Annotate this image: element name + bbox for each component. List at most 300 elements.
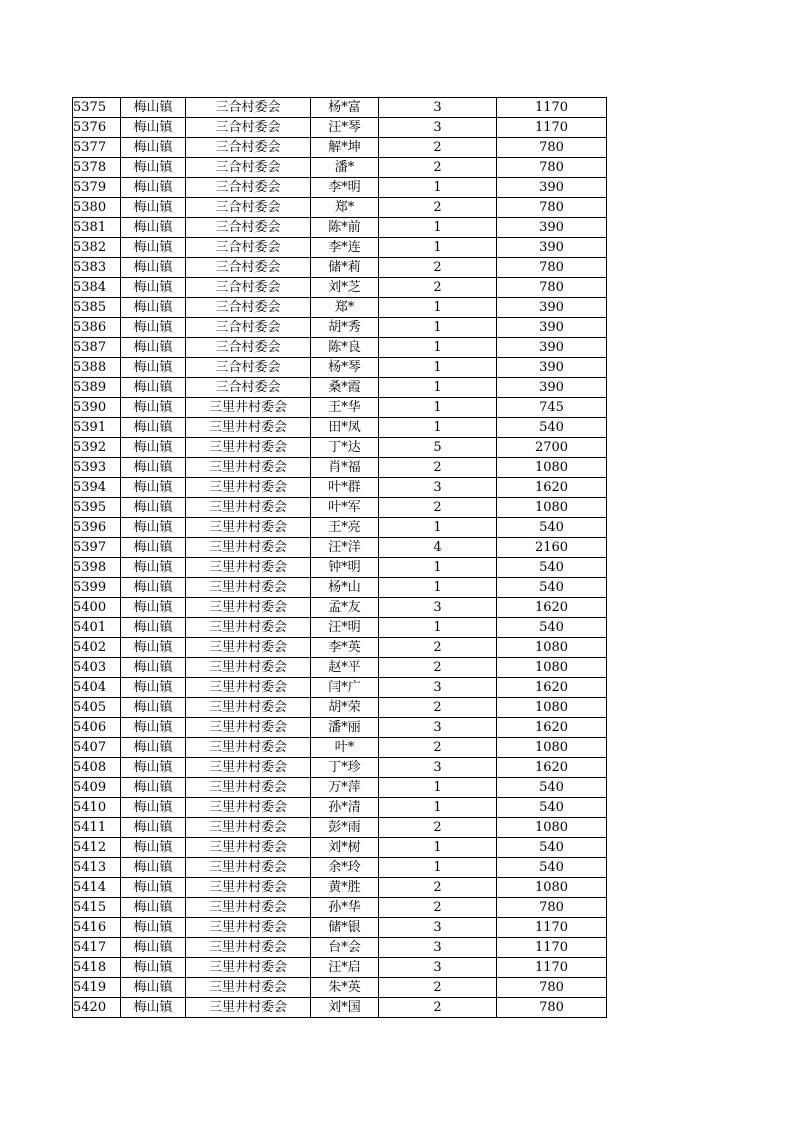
household-count-cell: 1 <box>379 398 497 418</box>
amount-cell: 390 <box>497 238 607 258</box>
table-row <box>73 438 607 458</box>
town-cell: 梅山镇 <box>121 938 186 958</box>
row-number-cell: 5409 <box>73 778 121 798</box>
town-cell: 梅山镇 <box>121 858 186 878</box>
row-number-cell: 5413 <box>73 858 121 878</box>
household-count-cell: 2 <box>379 638 497 658</box>
row-number-cell: 5384 <box>73 278 121 298</box>
village-committee-cell: 三合村委会 <box>186 158 311 178</box>
table-row <box>73 178 607 198</box>
row-number-cell: 5389 <box>73 378 121 398</box>
name-cell: 孟*友 <box>311 598 379 618</box>
name-cell: 汪*明 <box>311 618 379 638</box>
town-cell: 梅山镇 <box>121 578 186 598</box>
row-number-cell: 5379 <box>73 178 121 198</box>
amount-cell: 780 <box>497 998 607 1018</box>
table-row <box>73 158 607 178</box>
name-cell: 潘* <box>311 158 379 178</box>
row-number-cell: 5388 <box>73 358 121 378</box>
table-row <box>73 218 607 238</box>
name-cell: 李*英 <box>311 638 379 658</box>
village-committee-cell: 三里井村委会 <box>186 818 311 838</box>
village-committee-cell: 三里井村委会 <box>186 918 311 938</box>
village-committee-cell: 三里井村委会 <box>186 558 311 578</box>
name-cell: 刘*树 <box>311 838 379 858</box>
household-count-cell: 2 <box>379 998 497 1018</box>
name-cell: 孙*华 <box>311 898 379 918</box>
table-row <box>73 758 607 778</box>
village-committee-cell: 三合村委会 <box>186 98 311 118</box>
row-number-cell: 5399 <box>73 578 121 598</box>
amount-cell: 1080 <box>497 658 607 678</box>
table-row <box>73 858 607 878</box>
household-count-cell: 3 <box>379 758 497 778</box>
row-number-cell: 5404 <box>73 678 121 698</box>
amount-cell: 540 <box>497 558 607 578</box>
village-committee-cell: 三里井村委会 <box>186 598 311 618</box>
row-number-cell: 5375 <box>73 98 121 118</box>
name-cell: 陈*良 <box>311 338 379 358</box>
village-committee-cell: 三里井村委会 <box>186 658 311 678</box>
town-cell: 梅山镇 <box>121 978 186 998</box>
table-row <box>73 538 607 558</box>
amount-cell: 390 <box>497 318 607 338</box>
village-committee-cell: 三合村委会 <box>186 198 311 218</box>
name-cell: 杨*富 <box>311 98 379 118</box>
row-number-cell: 5406 <box>73 718 121 738</box>
name-cell: 储*莉 <box>311 258 379 278</box>
amount-cell: 390 <box>497 358 607 378</box>
amount-cell: 780 <box>497 138 607 158</box>
amount-cell: 1170 <box>497 918 607 938</box>
row-number-cell: 5386 <box>73 318 121 338</box>
row-number-cell: 5381 <box>73 218 121 238</box>
village-committee-cell: 三里井村委会 <box>186 798 311 818</box>
table-row <box>73 338 607 358</box>
town-cell: 梅山镇 <box>121 298 186 318</box>
village-committee-cell: 三里井村委会 <box>186 578 311 598</box>
table-row <box>73 698 607 718</box>
amount-cell: 540 <box>497 778 607 798</box>
name-cell: 李*连 <box>311 238 379 258</box>
village-committee-cell: 三合村委会 <box>186 178 311 198</box>
row-number-cell: 5392 <box>73 438 121 458</box>
amount-cell: 780 <box>497 978 607 998</box>
household-count-cell: 5 <box>379 438 497 458</box>
town-cell: 梅山镇 <box>121 998 186 1018</box>
name-cell: 王*亮 <box>311 518 379 538</box>
row-number-cell: 5383 <box>73 258 121 278</box>
row-number-cell: 5385 <box>73 298 121 318</box>
table-row <box>73 258 607 278</box>
town-cell: 梅山镇 <box>121 178 186 198</box>
town-cell: 梅山镇 <box>121 478 186 498</box>
table-row <box>73 838 607 858</box>
town-cell: 梅山镇 <box>121 418 186 438</box>
table-row <box>73 898 607 918</box>
amount-cell: 780 <box>497 158 607 178</box>
amount-cell: 1080 <box>497 638 607 658</box>
data-table <box>72 97 607 1018</box>
town-cell: 梅山镇 <box>121 838 186 858</box>
amount-cell: 1170 <box>497 938 607 958</box>
amount-cell: 540 <box>497 618 607 638</box>
name-cell: 汪*洋 <box>311 538 379 558</box>
name-cell: 赵*平 <box>311 658 379 678</box>
town-cell: 梅山镇 <box>121 378 186 398</box>
household-count-cell: 3 <box>379 678 497 698</box>
row-number-cell: 5405 <box>73 698 121 718</box>
town-cell: 梅山镇 <box>121 658 186 678</box>
village-committee-cell: 三里井村委会 <box>186 538 311 558</box>
table-row <box>73 658 607 678</box>
village-committee-cell: 三合村委会 <box>186 218 311 238</box>
village-committee-cell: 三合村委会 <box>186 338 311 358</box>
village-committee-cell: 三里井村委会 <box>186 418 311 438</box>
table-row <box>73 418 607 438</box>
name-cell: 彭*雨 <box>311 818 379 838</box>
amount-cell: 780 <box>497 898 607 918</box>
name-cell: 杨*琴 <box>311 358 379 378</box>
town-cell: 梅山镇 <box>121 898 186 918</box>
name-cell: 解*坤 <box>311 138 379 158</box>
household-count-cell: 2 <box>379 498 497 518</box>
amount-cell: 540 <box>497 418 607 438</box>
household-count-cell: 2 <box>379 898 497 918</box>
household-count-cell: 1 <box>379 218 497 238</box>
name-cell: 孙*清 <box>311 798 379 818</box>
household-count-cell: 3 <box>379 918 497 938</box>
table-row <box>73 618 607 638</box>
table-row <box>73 958 607 978</box>
village-committee-cell: 三里井村委会 <box>186 718 311 738</box>
household-count-cell: 1 <box>379 838 497 858</box>
amount-cell: 1080 <box>497 738 607 758</box>
household-count-cell: 1 <box>379 798 497 818</box>
household-count-cell: 2 <box>379 658 497 678</box>
amount-cell: 390 <box>497 218 607 238</box>
table-body <box>73 98 607 1018</box>
village-committee-cell: 三里井村委会 <box>186 678 311 698</box>
name-cell: 闫*广 <box>311 678 379 698</box>
row-number-cell: 5418 <box>73 958 121 978</box>
name-cell: 李*明 <box>311 178 379 198</box>
village-committee-cell: 三里井村委会 <box>186 998 311 1018</box>
amount-cell: 1170 <box>497 118 607 138</box>
row-number-cell: 5402 <box>73 638 121 658</box>
household-count-cell: 1 <box>379 178 497 198</box>
name-cell: 刘*国 <box>311 998 379 1018</box>
amount-cell: 1620 <box>497 758 607 778</box>
row-number-cell: 5419 <box>73 978 121 998</box>
town-cell: 梅山镇 <box>121 458 186 478</box>
name-cell: 储*银 <box>311 918 379 938</box>
village-committee-cell: 三里井村委会 <box>186 498 311 518</box>
table-row <box>73 638 607 658</box>
village-committee-cell: 三合村委会 <box>186 378 311 398</box>
amount-cell: 390 <box>497 378 607 398</box>
town-cell: 梅山镇 <box>121 818 186 838</box>
table-row <box>73 458 607 478</box>
amount-cell: 780 <box>497 198 607 218</box>
town-cell: 梅山镇 <box>121 618 186 638</box>
table-row <box>73 738 607 758</box>
household-count-cell: 1 <box>379 558 497 578</box>
name-cell: 黄*胜 <box>311 878 379 898</box>
row-number-cell: 5420 <box>73 998 121 1018</box>
amount-cell: 780 <box>497 278 607 298</box>
table-row <box>73 98 607 118</box>
village-committee-cell: 三合村委会 <box>186 298 311 318</box>
village-committee-cell: 三里井村委会 <box>186 838 311 858</box>
table-row <box>73 818 607 838</box>
village-committee-cell: 三里井村委会 <box>186 618 311 638</box>
town-cell: 梅山镇 <box>121 98 186 118</box>
name-cell: 刘*芝 <box>311 278 379 298</box>
table-row <box>73 498 607 518</box>
amount-cell: 780 <box>497 258 607 278</box>
table-row <box>73 998 607 1018</box>
household-count-cell: 2 <box>379 458 497 478</box>
town-cell: 梅山镇 <box>121 698 186 718</box>
household-count-cell: 1 <box>379 338 497 358</box>
village-committee-cell: 三里井村委会 <box>186 518 311 538</box>
village-committee-cell: 三合村委会 <box>186 258 311 278</box>
village-committee-cell: 三里井村委会 <box>186 878 311 898</box>
town-cell: 梅山镇 <box>121 538 186 558</box>
table-row <box>73 578 607 598</box>
name-cell: 胡*秀 <box>311 318 379 338</box>
household-count-cell: 2 <box>379 198 497 218</box>
name-cell: 杨*山 <box>311 578 379 598</box>
village-committee-cell: 三里井村委会 <box>186 758 311 778</box>
row-number-cell: 5411 <box>73 818 121 838</box>
amount-cell: 1080 <box>497 458 607 478</box>
row-number-cell: 5416 <box>73 918 121 938</box>
amount-cell: 1620 <box>497 598 607 618</box>
household-count-cell: 2 <box>379 698 497 718</box>
village-committee-cell: 三里井村委会 <box>186 638 311 658</box>
household-count-cell: 1 <box>379 358 497 378</box>
town-cell: 梅山镇 <box>121 878 186 898</box>
row-number-cell: 5376 <box>73 118 121 138</box>
household-count-cell: 1 <box>379 378 497 398</box>
village-committee-cell: 三里井村委会 <box>186 738 311 758</box>
amount-cell: 2700 <box>497 438 607 458</box>
name-cell: 陈*前 <box>311 218 379 238</box>
town-cell: 梅山镇 <box>121 118 186 138</box>
amount-cell: 540 <box>497 838 607 858</box>
row-number-cell: 5396 <box>73 518 121 538</box>
name-cell: 丁*达 <box>311 438 379 458</box>
village-committee-cell: 三合村委会 <box>186 278 311 298</box>
household-count-cell: 3 <box>379 598 497 618</box>
row-number-cell: 5382 <box>73 238 121 258</box>
household-count-cell: 3 <box>379 118 497 138</box>
table-row <box>73 358 607 378</box>
town-cell: 梅山镇 <box>121 238 186 258</box>
town-cell: 梅山镇 <box>121 738 186 758</box>
town-cell: 梅山镇 <box>121 198 186 218</box>
name-cell: 肖*福 <box>311 458 379 478</box>
name-cell: 丁*珍 <box>311 758 379 778</box>
row-number-cell: 5397 <box>73 538 121 558</box>
amount-cell: 540 <box>497 858 607 878</box>
amount-cell: 1080 <box>497 818 607 838</box>
row-number-cell: 5390 <box>73 398 121 418</box>
amount-cell: 390 <box>497 298 607 318</box>
town-cell: 梅山镇 <box>121 278 186 298</box>
town-cell: 梅山镇 <box>121 518 186 538</box>
row-number-cell: 5378 <box>73 158 121 178</box>
town-cell: 梅山镇 <box>121 158 186 178</box>
name-cell: 田*凤 <box>311 418 379 438</box>
household-count-cell: 1 <box>379 238 497 258</box>
table-row <box>73 718 607 738</box>
table-row <box>73 378 607 398</box>
village-committee-cell: 三里井村委会 <box>186 698 311 718</box>
town-cell: 梅山镇 <box>121 918 186 938</box>
village-committee-cell: 三里井村委会 <box>186 438 311 458</box>
name-cell: 汪*琴 <box>311 118 379 138</box>
household-count-cell: 1 <box>379 518 497 538</box>
village-committee-cell: 三里井村委会 <box>186 978 311 998</box>
name-cell: 胡*荣 <box>311 698 379 718</box>
table-row <box>73 398 607 418</box>
town-cell: 梅山镇 <box>121 678 186 698</box>
name-cell: 汪*启 <box>311 958 379 978</box>
row-number-cell: 5395 <box>73 498 121 518</box>
village-committee-cell: 三里井村委会 <box>186 778 311 798</box>
town-cell: 梅山镇 <box>121 338 186 358</box>
village-committee-cell: 三里井村委会 <box>186 938 311 958</box>
amount-cell: 1170 <box>497 958 607 978</box>
amount-cell: 1620 <box>497 478 607 498</box>
table-row <box>73 678 607 698</box>
village-committee-cell: 三里井村委会 <box>186 398 311 418</box>
town-cell: 梅山镇 <box>121 598 186 618</box>
town-cell: 梅山镇 <box>121 798 186 818</box>
village-committee-cell: 三里井村委会 <box>186 458 311 478</box>
town-cell: 梅山镇 <box>121 498 186 518</box>
village-committee-cell: 三合村委会 <box>186 118 311 138</box>
household-count-cell: 3 <box>379 718 497 738</box>
amount-cell: 1620 <box>497 678 607 698</box>
amount-cell: 1620 <box>497 718 607 738</box>
village-committee-cell: 三里井村委会 <box>186 858 311 878</box>
town-cell: 梅山镇 <box>121 398 186 418</box>
household-count-cell: 2 <box>379 138 497 158</box>
table-row <box>73 558 607 578</box>
row-number-cell: 5417 <box>73 938 121 958</box>
village-committee-cell: 三里井村委会 <box>186 478 311 498</box>
name-cell: 台*会 <box>311 938 379 958</box>
name-cell: 余*玲 <box>311 858 379 878</box>
household-count-cell: 1 <box>379 778 497 798</box>
row-number-cell: 5391 <box>73 418 121 438</box>
table-row <box>73 518 607 538</box>
town-cell: 梅山镇 <box>121 638 186 658</box>
row-number-cell: 5380 <box>73 198 121 218</box>
town-cell: 梅山镇 <box>121 138 186 158</box>
amount-cell: 1080 <box>497 698 607 718</box>
village-committee-cell: 三里井村委会 <box>186 898 311 918</box>
town-cell: 梅山镇 <box>121 258 186 278</box>
amount-cell: 1080 <box>497 498 607 518</box>
row-number-cell: 5401 <box>73 618 121 638</box>
name-cell: 叶* <box>311 738 379 758</box>
table-row <box>73 478 607 498</box>
village-committee-cell: 三合村委会 <box>186 138 311 158</box>
name-cell: 王*华 <box>311 398 379 418</box>
row-number-cell: 5394 <box>73 478 121 498</box>
row-number-cell: 5415 <box>73 898 121 918</box>
household-count-cell: 1 <box>379 858 497 878</box>
household-count-cell: 1 <box>379 618 497 638</box>
name-cell: 郑* <box>311 198 379 218</box>
row-number-cell: 5412 <box>73 838 121 858</box>
amount-cell: 1080 <box>497 878 607 898</box>
name-cell: 桑*霞 <box>311 378 379 398</box>
amount-cell: 745 <box>497 398 607 418</box>
row-number-cell: 5403 <box>73 658 121 678</box>
town-cell: 梅山镇 <box>121 958 186 978</box>
table-row <box>73 118 607 138</box>
table-row <box>73 918 607 938</box>
table-row <box>73 598 607 618</box>
village-committee-cell: 三合村委会 <box>186 358 311 378</box>
town-cell: 梅山镇 <box>121 438 186 458</box>
village-committee-cell: 三合村委会 <box>186 318 311 338</box>
amount-cell: 540 <box>497 578 607 598</box>
town-cell: 梅山镇 <box>121 758 186 778</box>
amount-cell: 1170 <box>497 98 607 118</box>
table-row <box>73 978 607 998</box>
table-row <box>73 238 607 258</box>
household-count-cell: 3 <box>379 478 497 498</box>
row-number-cell: 5414 <box>73 878 121 898</box>
household-count-cell: 2 <box>379 878 497 898</box>
row-number-cell: 5408 <box>73 758 121 778</box>
table-row <box>73 938 607 958</box>
town-cell: 梅山镇 <box>121 778 186 798</box>
amount-cell: 390 <box>497 338 607 358</box>
name-cell: 万*萍 <box>311 778 379 798</box>
name-cell: 潘*丽 <box>311 718 379 738</box>
name-cell: 朱*英 <box>311 978 379 998</box>
name-cell: 叶*群 <box>311 478 379 498</box>
table-row <box>73 138 607 158</box>
amount-cell: 540 <box>497 518 607 538</box>
name-cell: 钟*明 <box>311 558 379 578</box>
amount-cell: 2160 <box>497 538 607 558</box>
row-number-cell: 5407 <box>73 738 121 758</box>
table-row <box>73 198 607 218</box>
table-row <box>73 318 607 338</box>
row-number-cell: 5398 <box>73 558 121 578</box>
town-cell: 梅山镇 <box>121 318 186 338</box>
household-count-cell: 3 <box>379 958 497 978</box>
household-count-cell: 1 <box>379 318 497 338</box>
household-count-cell: 4 <box>379 538 497 558</box>
row-number-cell: 5410 <box>73 798 121 818</box>
town-cell: 梅山镇 <box>121 218 186 238</box>
village-committee-cell: 三合村委会 <box>186 238 311 258</box>
town-cell: 梅山镇 <box>121 718 186 738</box>
row-number-cell: 5387 <box>73 338 121 358</box>
household-count-cell: 2 <box>379 978 497 998</box>
household-count-cell: 2 <box>379 738 497 758</box>
